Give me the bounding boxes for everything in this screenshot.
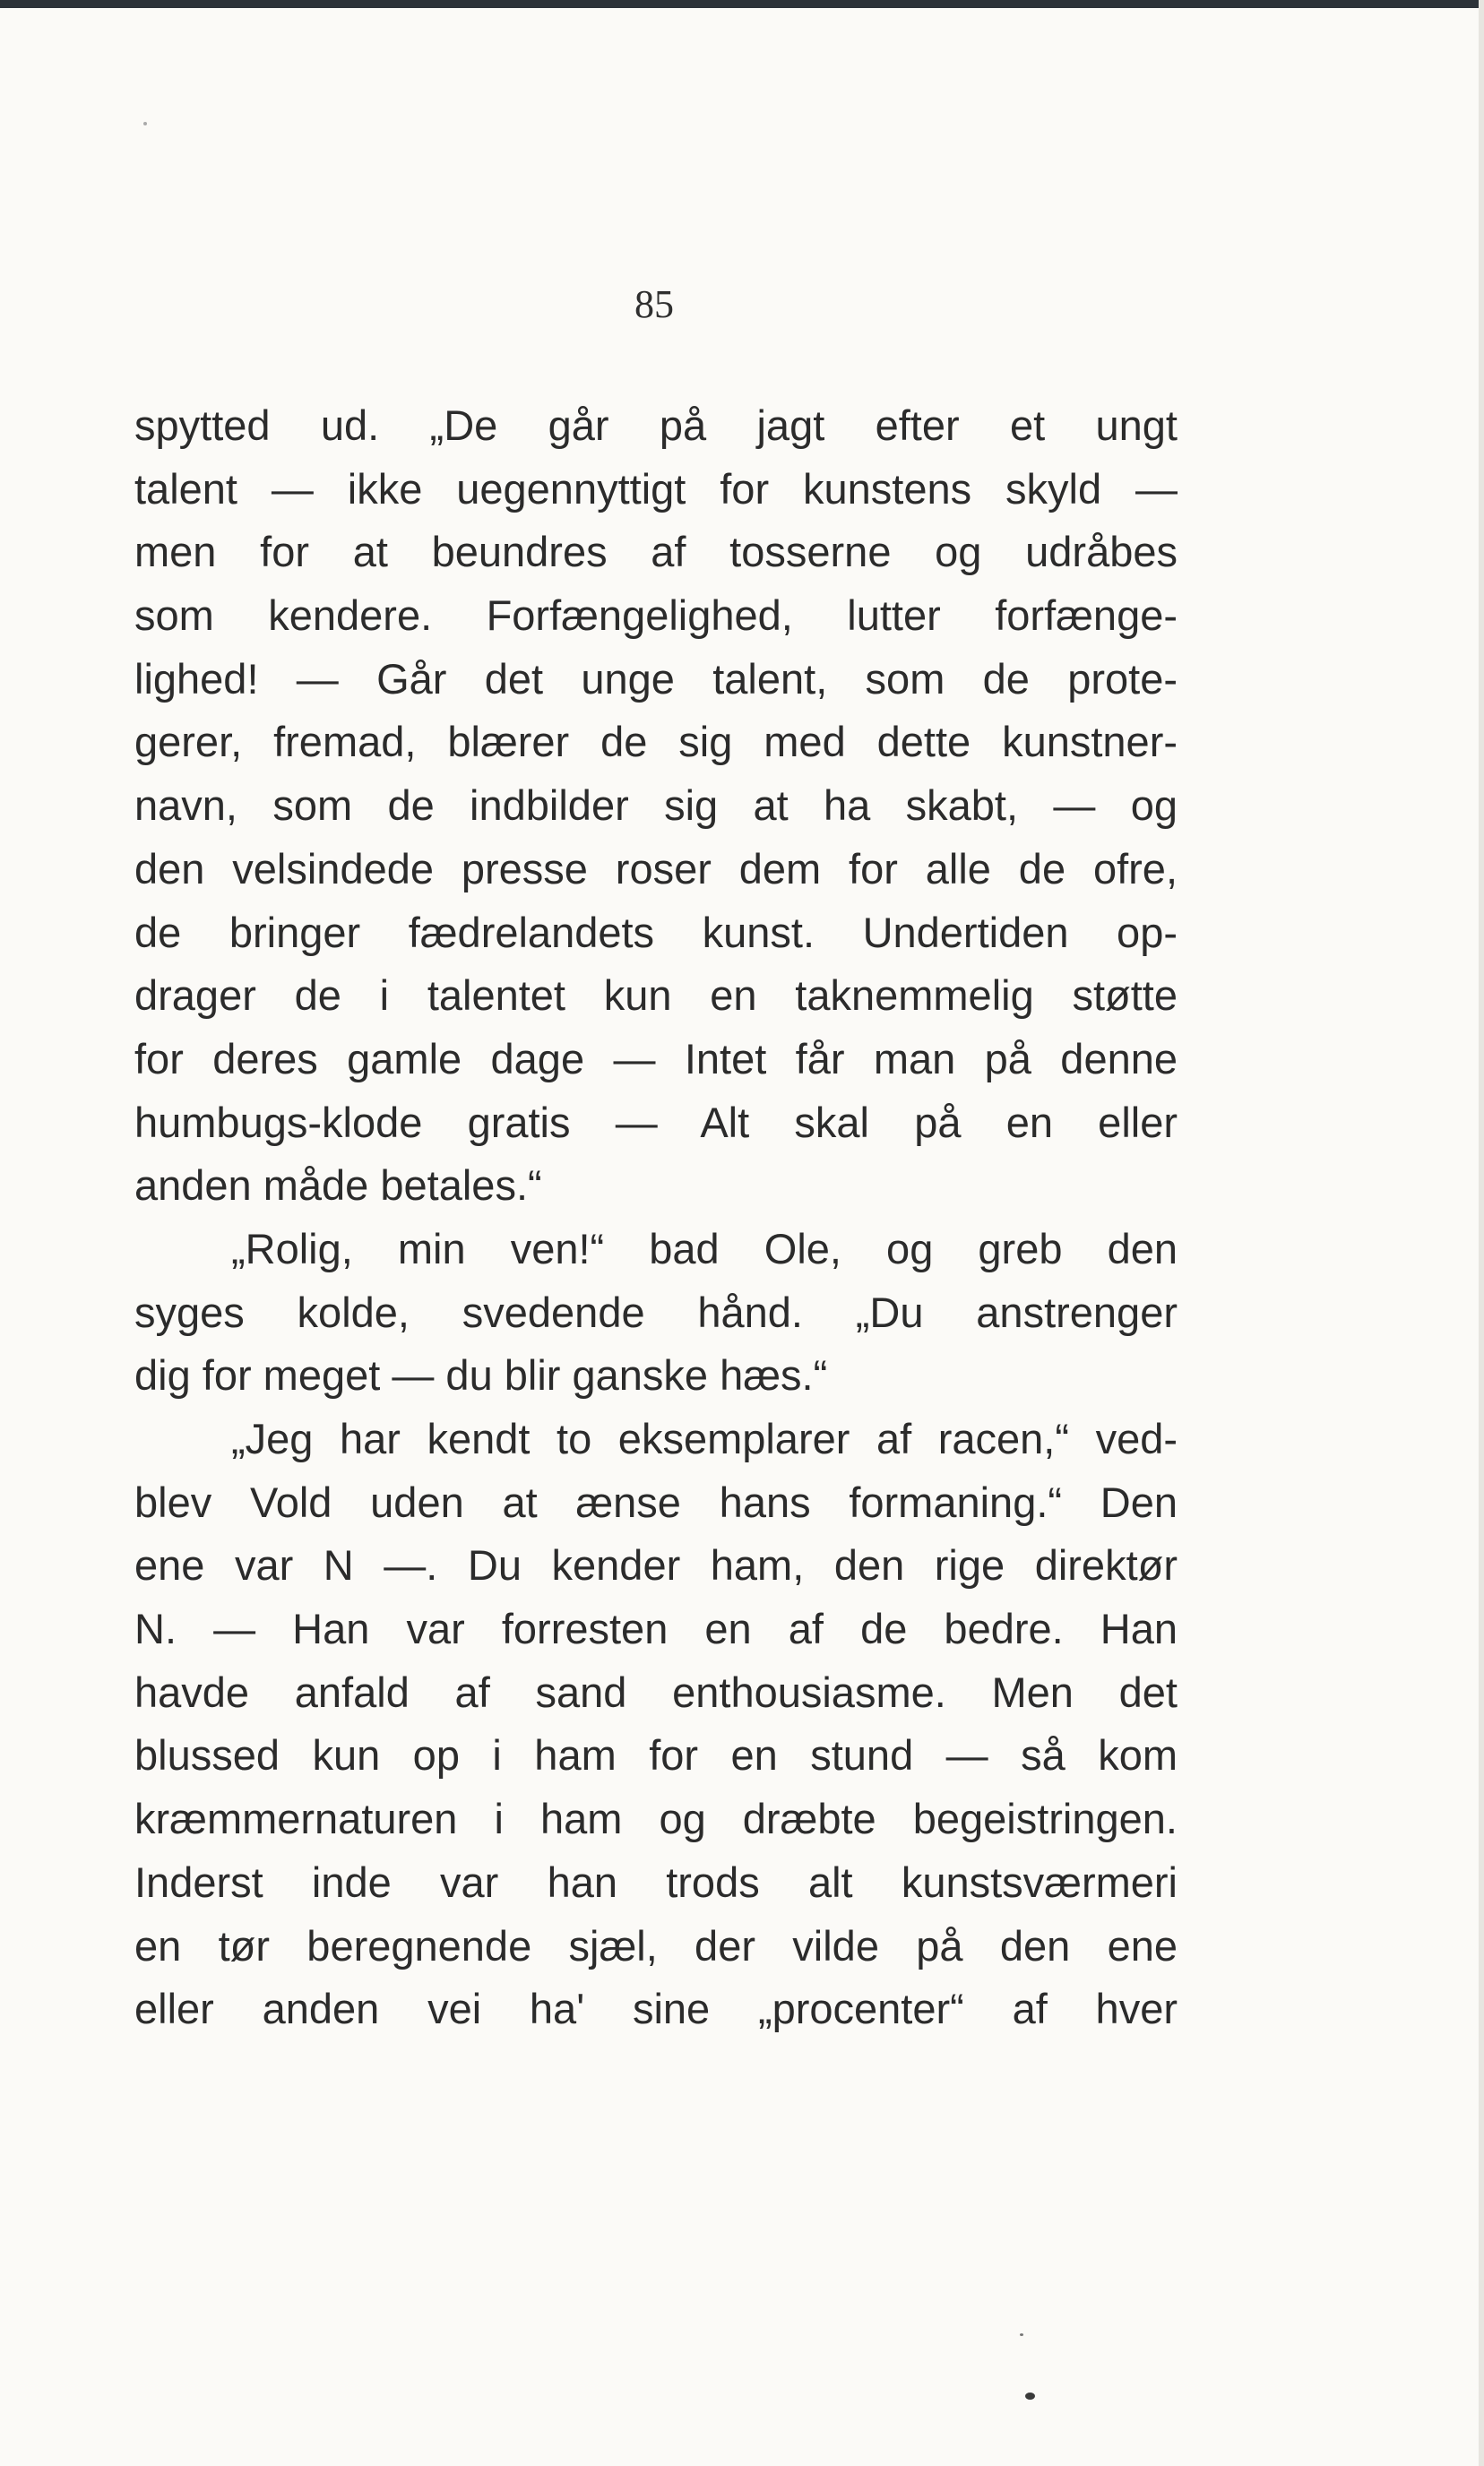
body-text <box>134 394 1178 2041</box>
text-line: drager de i talentet kun en taknemmelig støtte <box>134 971 1178 1020</box>
text-line: N. — Han var forresten en af de bedre. Han <box>134 1605 1178 1653</box>
text-line: som kendere. Forfængelighed, lutter forfænge- <box>134 591 1178 640</box>
text-line: de bringer fædrelandets kunst. Undertiden op- <box>134 908 1178 956</box>
text-line: „Jeg har kendt to eksemplarer af racen,“ ved- <box>231 1415 1178 1462</box>
text-line: Inderst inde var han trods alt kunstsværmeri <box>134 1858 1178 1906</box>
text-line: spytted ud. „De går på jagt efter et ungt <box>134 401 1178 449</box>
text-line: humbugs-klode gratis — Alt skal på en eller <box>134 1098 1178 1146</box>
text-line: anden måde betales.“ <box>134 1161 542 1210</box>
text-line: ene var N —. Du kender ham, den rige direktør <box>134 1541 1178 1590</box>
page-number: 85 <box>634 282 674 326</box>
scan-speck <box>1020 2333 1023 2336</box>
text-line: kræmmernaturen i ham og dræbte begeistringen. <box>134 1795 1178 1843</box>
text-line: blev Vold uden at ænse hans formaning.“ Den <box>134 1478 1178 1526</box>
text-line: syges kolde, svedende hånd. „Du anstrenger <box>134 1288 1178 1336</box>
text-line: gerer, fremad, blærer de sig med dette kunstner- <box>134 718 1178 766</box>
text-line: „Rolig, min ven!“ bad Ole, og greb den <box>231 1224 1178 1272</box>
text-line: en tør beregnende sjæl, der vilde på den ene <box>134 1921 1178 1970</box>
text-line: dig for meget — du blir ganske hæs.“ <box>134 1351 828 1400</box>
text-line: eller anden vei ha' sine „procenter“ af hver <box>134 1985 1178 2033</box>
scan-speck <box>143 122 147 125</box>
text-line: den velsindede presse roser dem for alle de ofre, <box>134 844 1178 892</box>
text-line: men for at beundres af tosserne og udråbes <box>134 528 1178 576</box>
scan-right-edge <box>1479 0 1484 2466</box>
text-line: navn, som de indbilder sig at ha skabt, — og <box>134 781 1178 830</box>
text-line: blussed kun op i ham for en stund — så kom <box>134 1731 1178 1780</box>
text-line: havde anfald af sand enthousiasme. Men det <box>134 1668 1178 1716</box>
text-line: for deres gamle dage — Intet får man på denne <box>134 1034 1178 1082</box>
text-line: talent — ikke uegennyttigt for kunstens skyld — <box>134 464 1178 513</box>
scan-top-edge <box>0 0 1484 8</box>
scan-speck <box>1025 2393 1035 2400</box>
text-line: lighed! — Går det unge talent, som de prote- <box>134 654 1178 703</box>
